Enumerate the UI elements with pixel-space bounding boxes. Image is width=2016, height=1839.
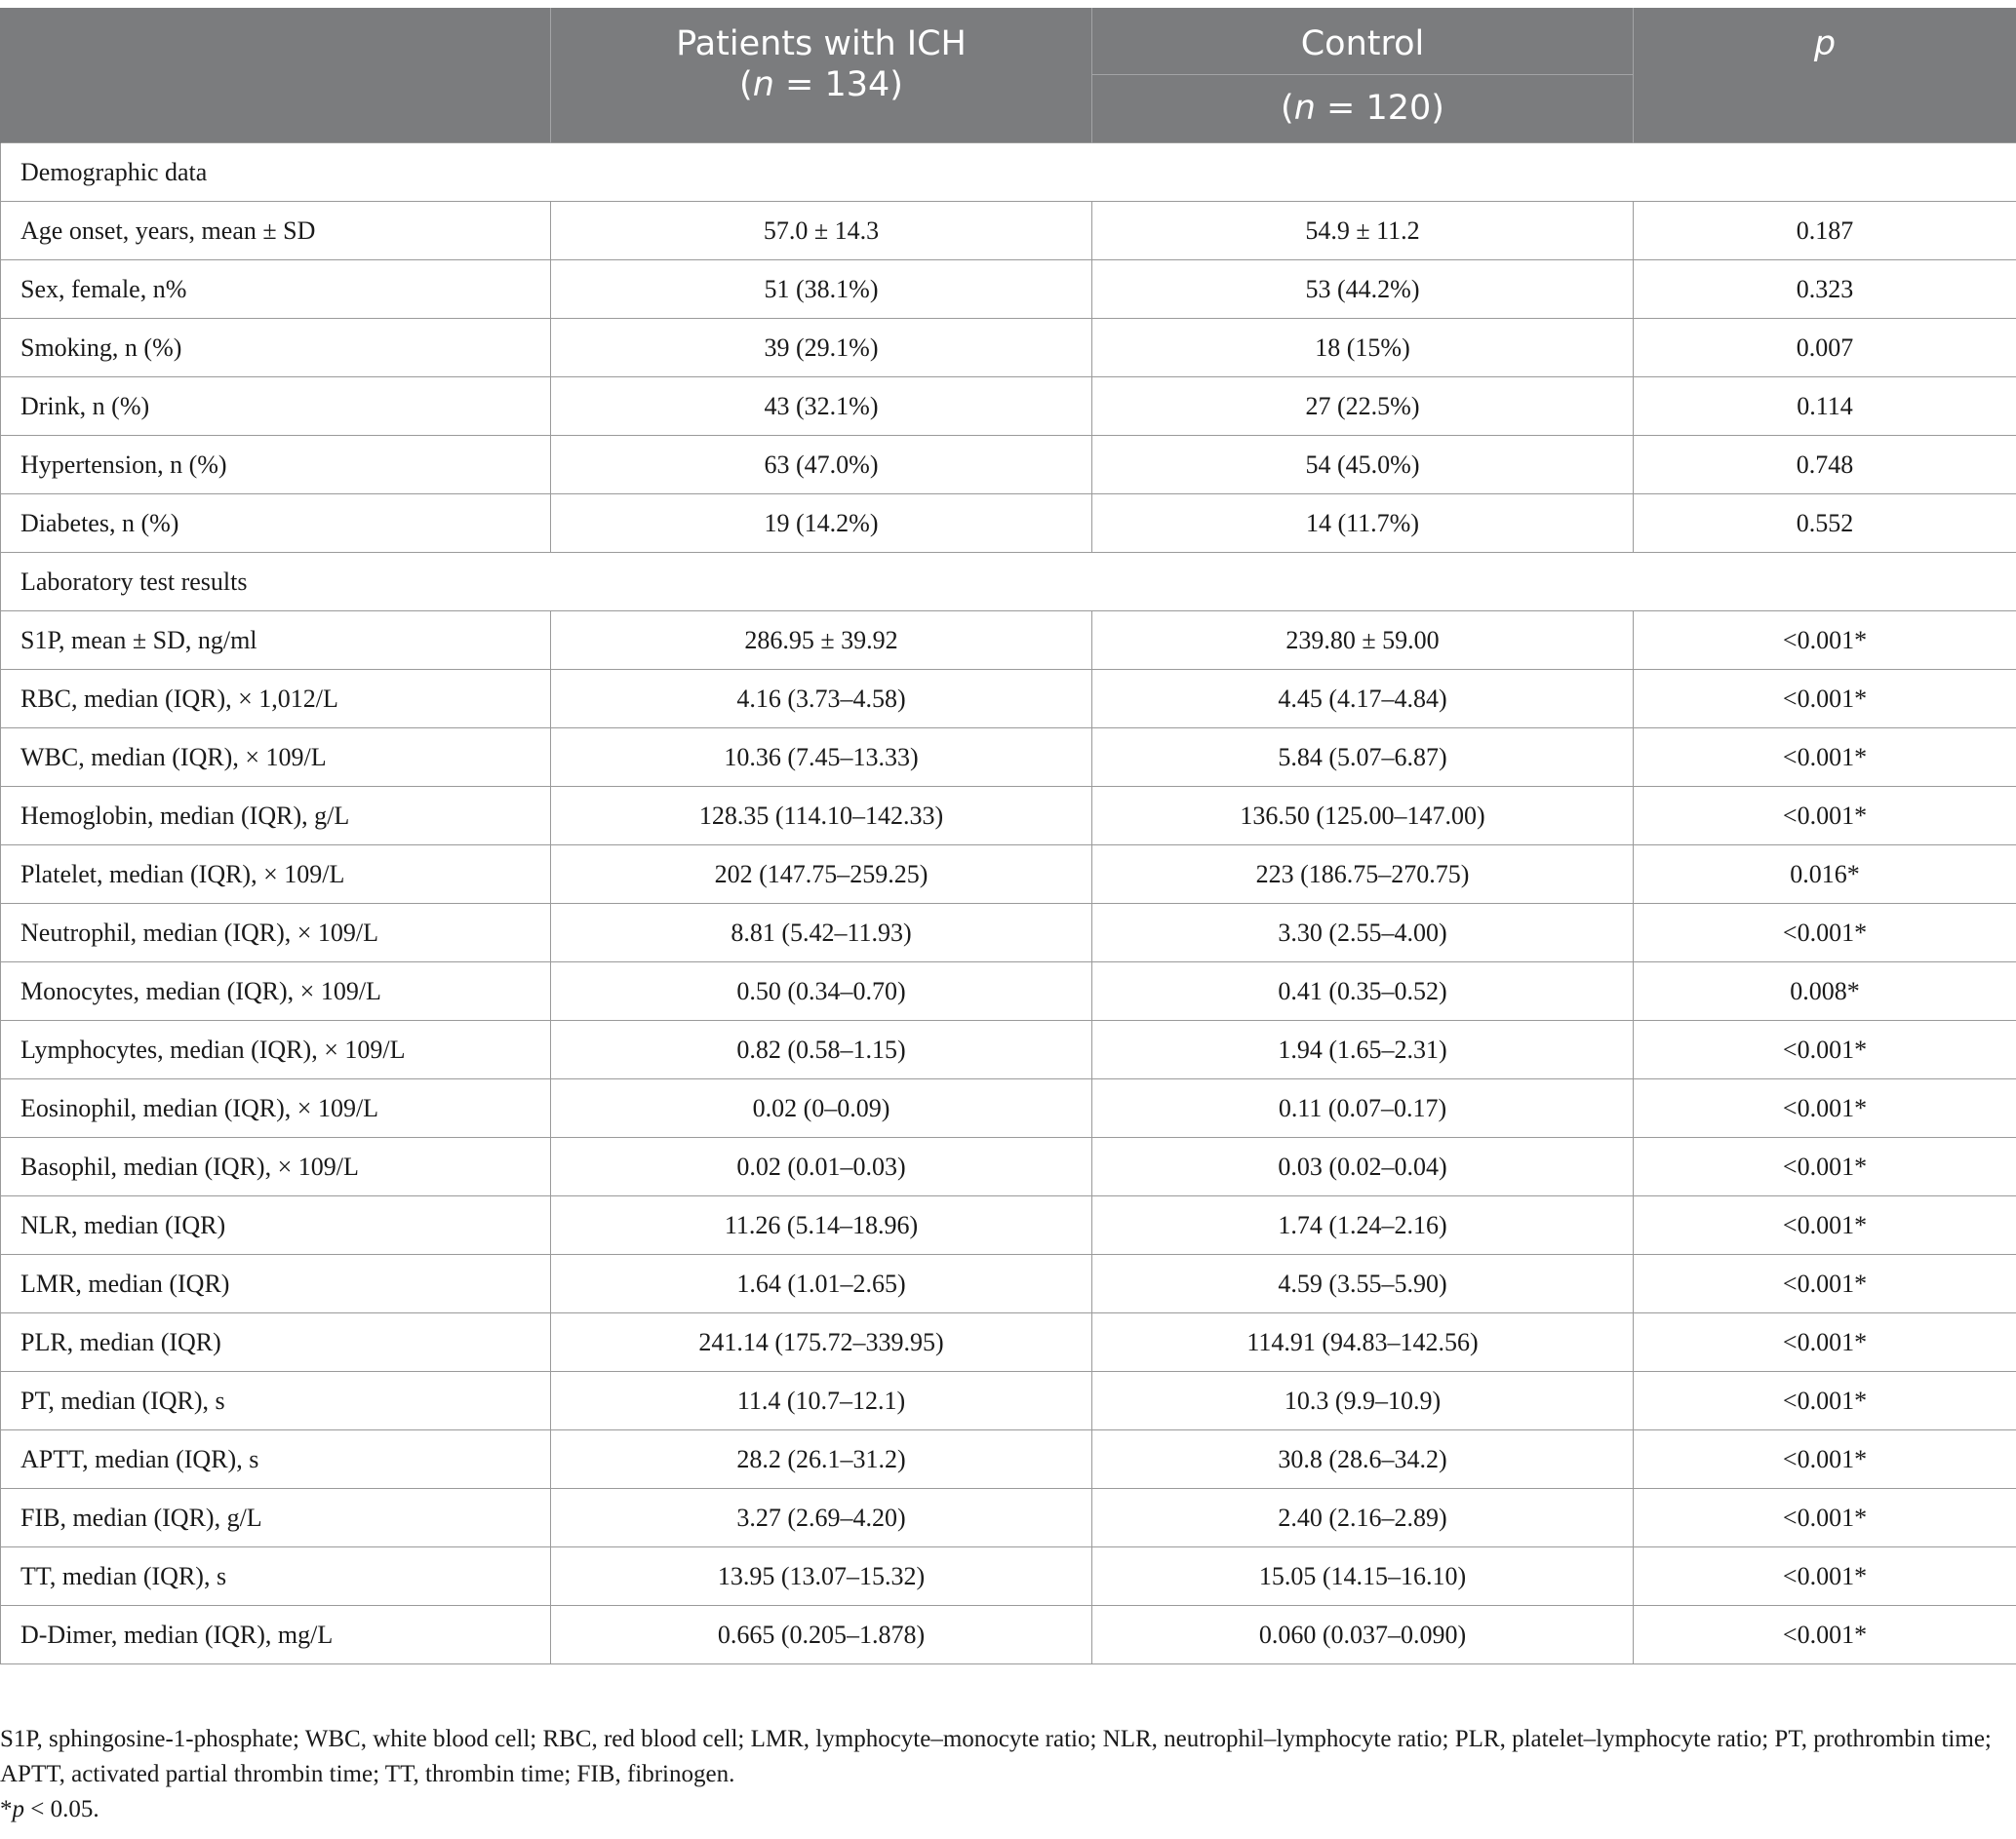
table-row xyxy=(1,1196,2016,1255)
control-value-cell: 2.40 (2.16–2.89) xyxy=(1092,1489,1634,1547)
p-value-cell: <0.001* xyxy=(1634,1255,2016,1313)
control-value-cell: 0.11 (0.07–0.17) xyxy=(1092,1079,1634,1138)
control-value-cell: 1.74 (1.24–2.16) xyxy=(1092,1196,1634,1255)
control-value-cell: 53 (44.2%) xyxy=(1092,260,1634,319)
p-value-cell: 0.016* xyxy=(1634,845,2016,904)
control-value-cell: 18 (15%) xyxy=(1092,319,1634,377)
ich-value-cell: 8.81 (5.42–11.93) xyxy=(551,904,1092,962)
control-value-cell: 30.8 (28.6–34.2) xyxy=(1092,1430,1634,1489)
table-row xyxy=(1,845,2016,904)
table-row xyxy=(1,436,2016,494)
table-body xyxy=(1,143,2016,1664)
p-value-cell: <0.001* xyxy=(1634,1547,2016,1606)
header-ich-n: (n = 134) xyxy=(739,65,903,104)
control-value-cell: 27 (22.5%) xyxy=(1092,377,1634,436)
ich-value-cell: 0.02 (0.01–0.03) xyxy=(551,1138,1092,1196)
table-row xyxy=(1,202,2016,260)
table-row xyxy=(1,319,2016,377)
p-value-cell: <0.001* xyxy=(1634,728,2016,787)
row-label-cell: S1P, mean ± SD, ng/ml xyxy=(1,611,551,670)
control-value-cell: 0.060 (0.037–0.090) xyxy=(1092,1606,1634,1664)
ich-value-cell: 4.16 (3.73–4.58) xyxy=(551,670,1092,728)
row-label-cell: RBC, median (IQR), × 1,012/L xyxy=(1,670,551,728)
header-ich-column xyxy=(551,8,1092,143)
table-row xyxy=(1,1372,2016,1430)
table-row xyxy=(1,1489,2016,1547)
table-row xyxy=(1,670,2016,728)
p-value-cell: 0.007 xyxy=(1634,319,2016,377)
table-row xyxy=(1,611,2016,670)
header-ich-title: Patients with ICH xyxy=(676,24,967,63)
section-row xyxy=(1,143,2016,202)
results-table xyxy=(0,8,2016,1664)
table-row xyxy=(1,962,2016,1021)
control-value-cell: 114.91 (94.83–142.56) xyxy=(1092,1313,1634,1372)
p-value-cell: <0.001* xyxy=(1634,787,2016,845)
table-row xyxy=(1,377,2016,436)
row-label-cell: Age onset, years, mean ± SD xyxy=(1,202,551,260)
p-value-cell: <0.001* xyxy=(1634,1372,2016,1430)
ich-value-cell: 0.82 (0.58–1.15) xyxy=(551,1021,1092,1079)
section-row xyxy=(1,553,2016,611)
footnote-abbreviations: S1P, sphingosine-1-phosphate; WBC, white blood cell; RBC, red blood cell; LMR, lymphocyte–monocyte ratio; NLR, neutrophil–lymphocyte ratio; PLR, platelet–lymphocyte ratio; PT, prothrombin time; APTT, activated partial thrombin time; TT, thrombin time; FIB, fibrinogen. xyxy=(0,1726,1992,1787)
ich-value-cell: 128.35 (114.10–142.33) xyxy=(551,787,1092,845)
control-value-cell: 4.59 (3.55–5.90) xyxy=(1092,1255,1634,1313)
header-control-n: (n = 120) xyxy=(1281,89,1444,128)
p-value-cell: <0.001* xyxy=(1634,611,2016,670)
header-p-label: p xyxy=(1813,24,1837,63)
p-value-cell: <0.001* xyxy=(1634,670,2016,728)
table-row xyxy=(1,1430,2016,1489)
ich-value-cell: 43 (32.1%) xyxy=(551,377,1092,436)
p-value-cell: <0.001* xyxy=(1634,1138,2016,1196)
row-label-cell: Neutrophil, median (IQR), × 109/L xyxy=(1,904,551,962)
control-value-cell: 54 (45.0%) xyxy=(1092,436,1634,494)
table-footnote xyxy=(0,1722,2009,1827)
row-label-cell: NLR, median (IQR) xyxy=(1,1196,551,1255)
control-value-cell: 3.30 (2.55–4.00) xyxy=(1092,904,1634,962)
control-value-cell: 239.80 ± 59.00 xyxy=(1092,611,1634,670)
ich-value-cell: 241.14 (175.72–339.95) xyxy=(551,1313,1092,1372)
row-label-cell: PLR, median (IQR) xyxy=(1,1313,551,1372)
section-title: Laboratory test results xyxy=(1,553,2016,611)
p-value-cell: <0.001* xyxy=(1634,1196,2016,1255)
control-value-cell: 5.84 (5.07–6.87) xyxy=(1092,728,1634,787)
row-label-cell: APTT, median (IQR), s xyxy=(1,1430,551,1489)
footnote-significance: *p < 0.05. xyxy=(0,1796,99,1822)
row-label-cell: Drink, n (%) xyxy=(1,377,551,436)
row-label-cell: Platelet, median (IQR), × 109/L xyxy=(1,845,551,904)
control-value-cell: 0.03 (0.02–0.04) xyxy=(1092,1138,1634,1196)
ich-value-cell: 63 (47.0%) xyxy=(551,436,1092,494)
row-label-cell: FIB, median (IQR), g/L xyxy=(1,1489,551,1547)
table-row xyxy=(1,728,2016,787)
row-label-cell: Basophil, median (IQR), × 109/L xyxy=(1,1138,551,1196)
table-row xyxy=(1,1021,2016,1079)
header-variable-column xyxy=(1,8,551,143)
control-value-cell: 223 (186.75–270.75) xyxy=(1092,845,1634,904)
p-value-cell: 0.008* xyxy=(1634,962,2016,1021)
p-value-cell: 0.323 xyxy=(1634,260,2016,319)
header-control-column xyxy=(1092,8,1634,143)
ich-value-cell: 28.2 (26.1–31.2) xyxy=(551,1430,1092,1489)
control-value-cell: 1.94 (1.65–2.31) xyxy=(1092,1021,1634,1079)
table-row xyxy=(1,1138,2016,1196)
ich-value-cell: 10.36 (7.45–13.33) xyxy=(551,728,1092,787)
section-title: Demographic data xyxy=(1,143,2016,202)
table-row xyxy=(1,1606,2016,1664)
row-label-cell: Eosinophil, median (IQR), × 109/L xyxy=(1,1079,551,1138)
ich-value-cell: 11.26 (5.14–18.96) xyxy=(551,1196,1092,1255)
ich-value-cell: 1.64 (1.01–2.65) xyxy=(551,1255,1092,1313)
results-table-container xyxy=(0,8,2016,1664)
ich-value-cell: 19 (14.2%) xyxy=(551,494,1092,553)
ich-value-cell: 0.50 (0.34–0.70) xyxy=(551,962,1092,1021)
control-value-cell: 4.45 (4.17–4.84) xyxy=(1092,670,1634,728)
ich-value-cell: 11.4 (10.7–12.1) xyxy=(551,1372,1092,1430)
control-value-cell: 10.3 (9.9–10.9) xyxy=(1092,1372,1634,1430)
ich-value-cell: 39 (29.1%) xyxy=(551,319,1092,377)
row-label-cell: WBC, median (IQR), × 109/L xyxy=(1,728,551,787)
p-value-cell: 0.552 xyxy=(1634,494,2016,553)
control-value-cell: 0.41 (0.35–0.52) xyxy=(1092,962,1634,1021)
row-label-cell: PT, median (IQR), s xyxy=(1,1372,551,1430)
ich-value-cell: 13.95 (13.07–15.32) xyxy=(551,1547,1092,1606)
header-p-column xyxy=(1634,8,2016,143)
p-value-cell: 0.187 xyxy=(1634,202,2016,260)
row-label-cell: LMR, median (IQR) xyxy=(1,1255,551,1313)
table-row xyxy=(1,787,2016,845)
table-row xyxy=(1,1255,2016,1313)
control-value-cell: 15.05 (14.15–16.10) xyxy=(1092,1547,1634,1606)
row-label-cell: Smoking, n (%) xyxy=(1,319,551,377)
table-row xyxy=(1,904,2016,962)
ich-value-cell: 3.27 (2.69–4.20) xyxy=(551,1489,1092,1547)
p-value-cell: <0.001* xyxy=(1634,1021,2016,1079)
row-label-cell: TT, median (IQR), s xyxy=(1,1547,551,1606)
table-row xyxy=(1,1313,2016,1372)
row-label-cell: Diabetes, n (%) xyxy=(1,494,551,553)
p-value-cell: <0.001* xyxy=(1634,1079,2016,1138)
row-label-cell: Lymphocytes, median (IQR), × 109/L xyxy=(1,1021,551,1079)
ich-value-cell: 0.02 (0–0.09) xyxy=(551,1079,1092,1138)
ich-value-cell: 202 (147.75–259.25) xyxy=(551,845,1092,904)
p-value-cell: <0.001* xyxy=(1634,1430,2016,1489)
row-label-cell: Sex, female, n% xyxy=(1,260,551,319)
control-value-cell: 54.9 ± 11.2 xyxy=(1092,202,1634,260)
ich-value-cell: 51 (38.1%) xyxy=(551,260,1092,319)
table-row xyxy=(1,260,2016,319)
table-row xyxy=(1,1079,2016,1138)
ich-value-cell: 0.665 (0.205–1.878) xyxy=(551,1606,1092,1664)
p-value-cell: <0.001* xyxy=(1634,1489,2016,1547)
table-header xyxy=(1,8,2016,143)
p-value-cell: <0.001* xyxy=(1634,1313,2016,1372)
p-value-cell: 0.114 xyxy=(1634,377,2016,436)
control-value-cell: 136.50 (125.00–147.00) xyxy=(1092,787,1634,845)
table-row xyxy=(1,1547,2016,1606)
table-row xyxy=(1,494,2016,553)
ich-value-cell: 57.0 ± 14.3 xyxy=(551,202,1092,260)
control-value-cell: 14 (11.7%) xyxy=(1092,494,1634,553)
header-control-title: Control xyxy=(1092,8,1633,75)
p-value-cell: <0.001* xyxy=(1634,904,2016,962)
row-label-cell: D-Dimer, median (IQR), mg/L xyxy=(1,1606,551,1664)
p-value-cell: <0.001* xyxy=(1634,1606,2016,1664)
row-label-cell: Monocytes, median (IQR), × 109/L xyxy=(1,962,551,1021)
row-label-cell: Hemoglobin, median (IQR), g/L xyxy=(1,787,551,845)
p-value-cell: 0.748 xyxy=(1634,436,2016,494)
ich-value-cell: 286.95 ± 39.92 xyxy=(551,611,1092,670)
row-label-cell: Hypertension, n (%) xyxy=(1,436,551,494)
